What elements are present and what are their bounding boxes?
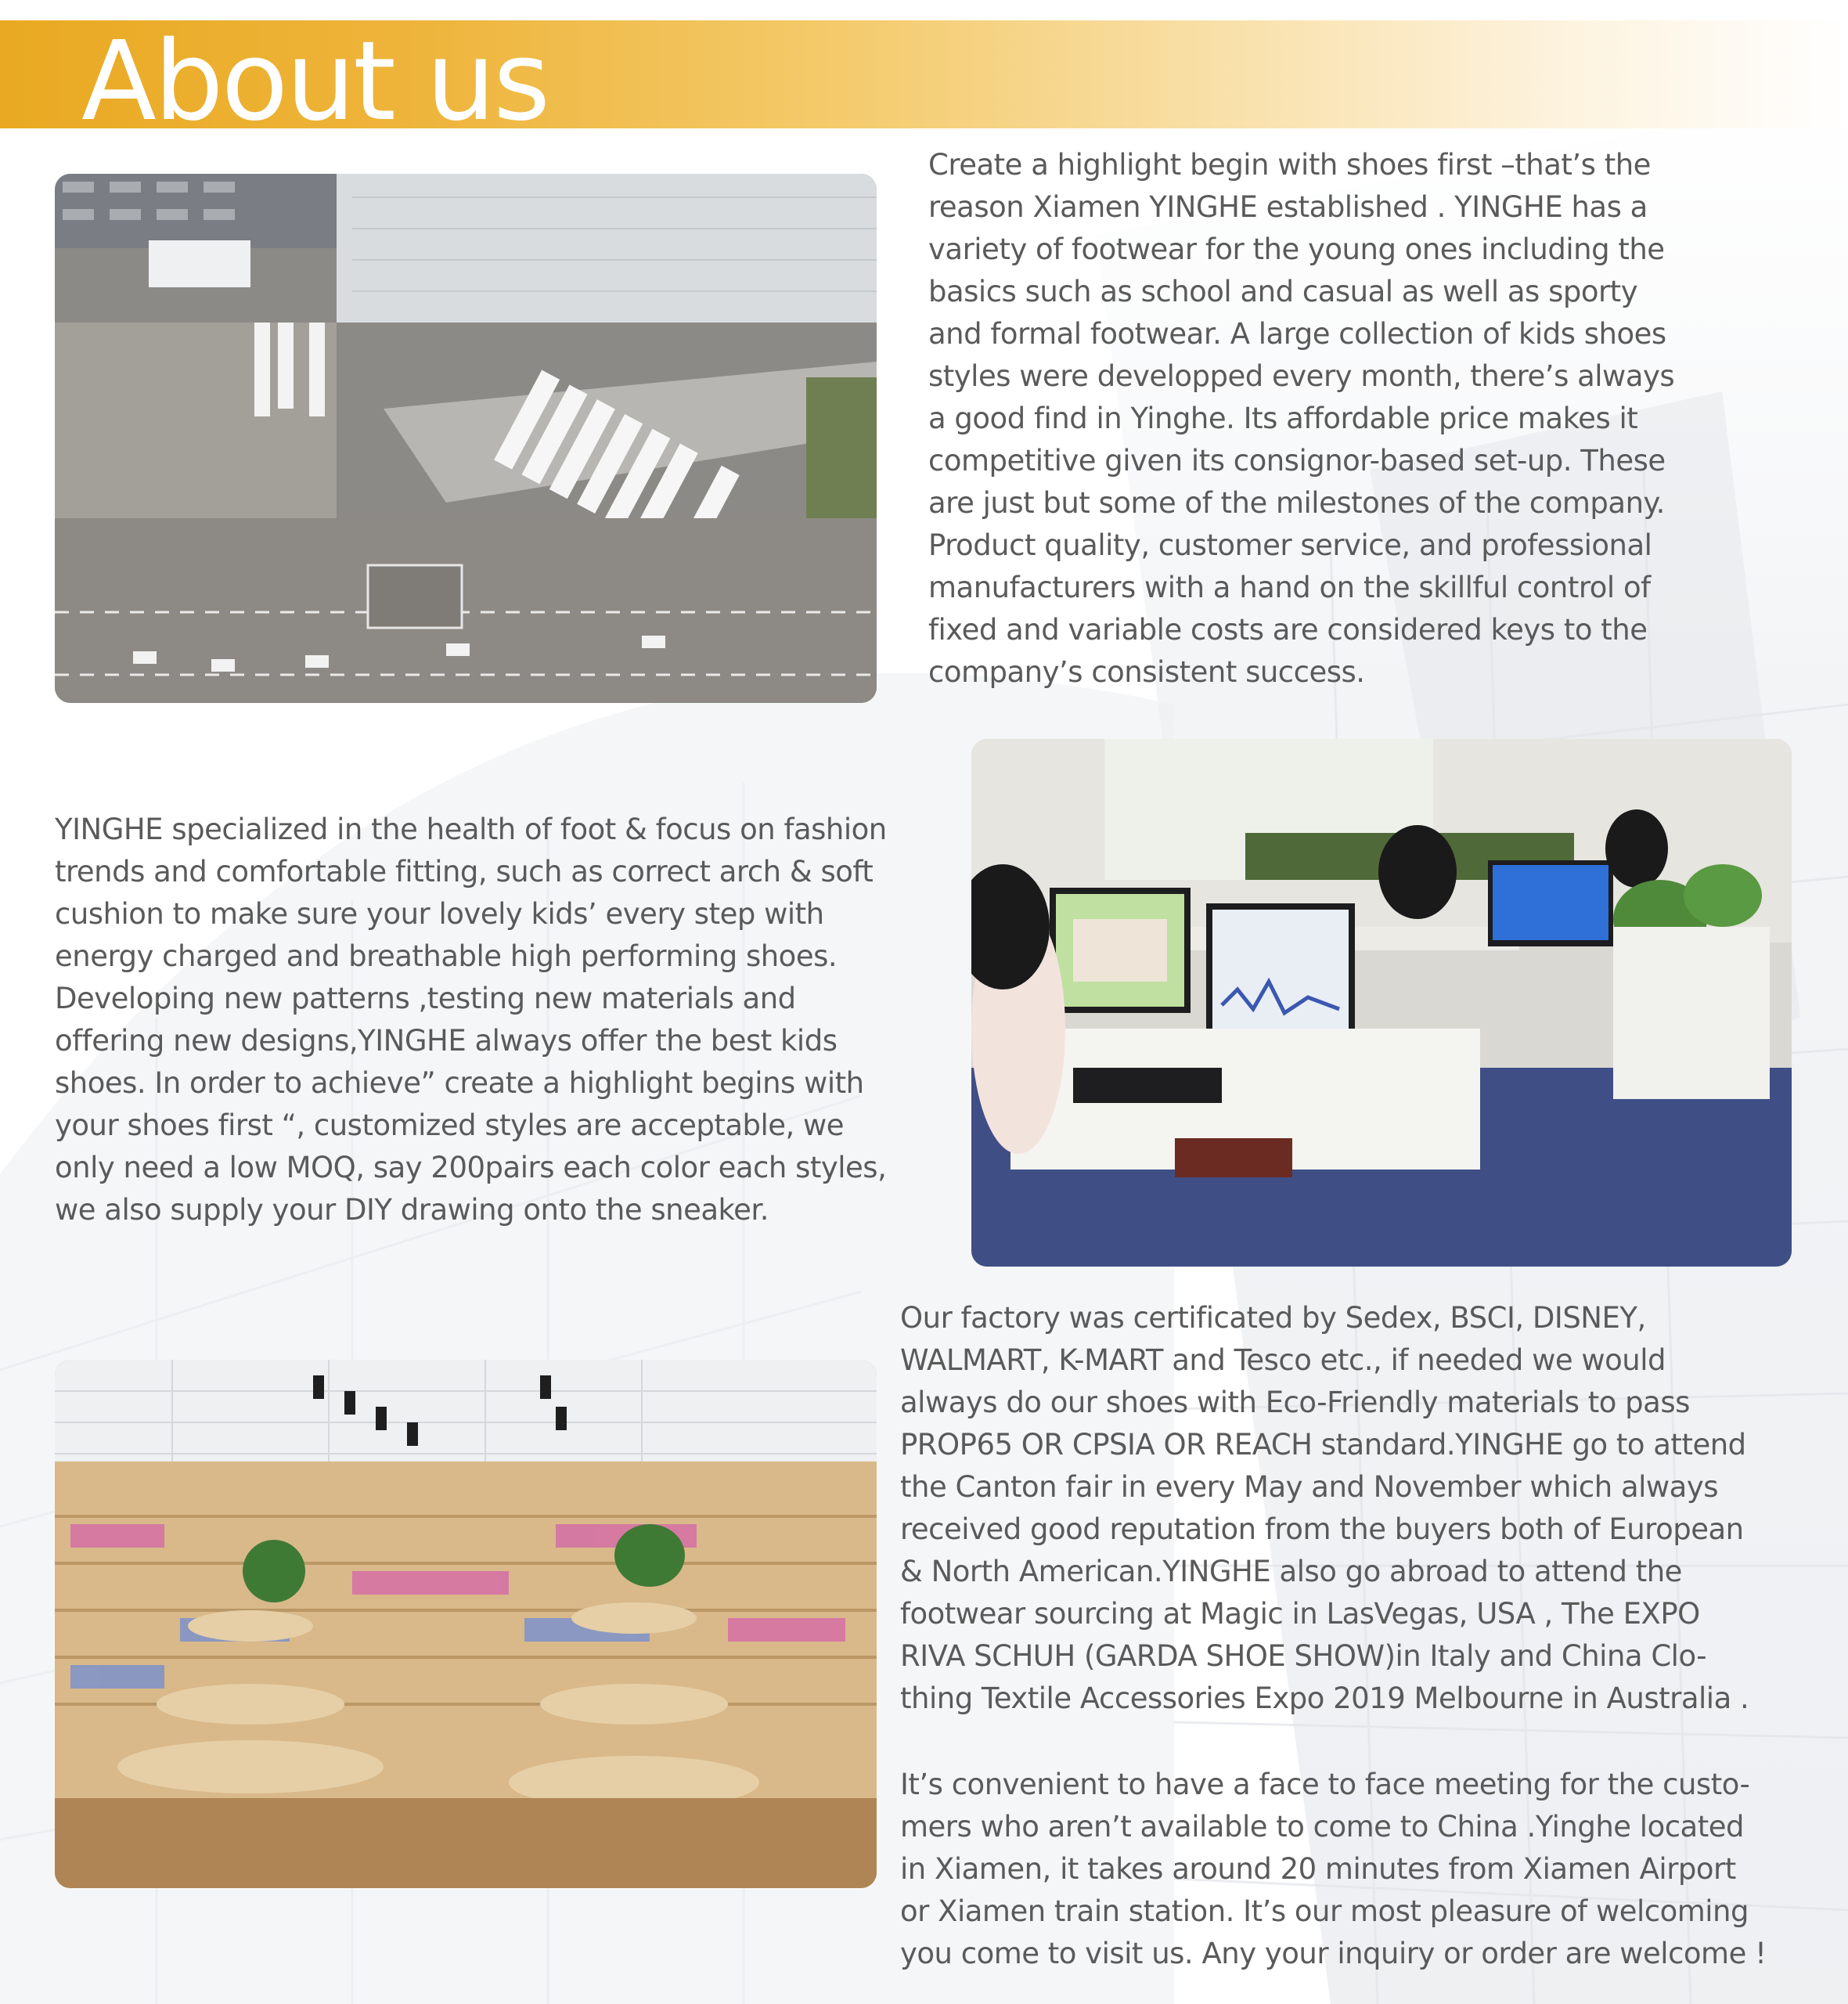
- visit-paragraph: It’s convenient to have a face to face meeting for the custo- mers who aren’t available to come to China .Yinghe located in Xiamen, it takes around 20 minutes from Xiamen Airport or Xiamen train station. It’s our most pleasure of welcoming you come to visit us. Any your inquiry or order are welcome !: [900, 1768, 1767, 1970]
- certification-paragraph: Our factory was certificated by Sedex, BSCI, DISNEY, WALMART, K-MART and Tesco etc., if needed we would always do our shoes with Eco-Friendly materials to pass PROP65 OR CPSIA OR REACH standard.YINGHE go to attend the Canton fair in every May and November which always received good reputation from the buyers both of European & North American.YINGHE also go abroad to attend the footwear sourcing at Magic in LasVegas, USA , The EXPO RIVA SCHUH (GARDA SHOE SHOW)in Italy and China Clo- thing Textile Accessories Expo 2019 Melbourne in Australia .: [900, 1301, 1749, 1715]
- office-workers-photo: [971, 739, 1792, 1267]
- intro-paragraph: Create a highlight begin with shoes first –that’s the reason Xiamen YINGHE established . YINGHE has a variety of footwear for the young ones including the basics such as school and casual as well as sporty and formal footwear. A large collection of kids shoes styles were developped every month, there’s always a good find in Yinghe. Its affordable price makes it competitive given its consignor-based set-up. These are just but some of the milestones of the company. Product quality, customer service, and professional manufacturers with a hand on the skillful control of fixed and variable costs are considered keys to the company’s consistent success.: [928, 148, 1675, 689]
- shoe-showroom-photo: [55, 1360, 877, 1888]
- shoe-showroom-image: [55, 1360, 877, 1888]
- header-banner: [0, 18, 1848, 146]
- office-workers-image: [971, 739, 1792, 1267]
- aerial-factory-photo: [55, 174, 877, 703]
- page-title: About us: [81, 18, 549, 146]
- health-paragraph: YINGHE specialized in the health of foot & focus on fashion trends and comfortable fitting, such as correct arch & soft cushion to make sure your lovely kids’ every step with energy charged and breathable high performing shoes. Developing new patterns ,testing new materials and offering new designs,YINGHE always offer the best kids shoes. In order to achieve” create a highlight begins with your shoes first “, customized styles are acceptable, we only need a low MOQ, say 200pairs each color each styles, we also supply your DIY drawing onto the sneaker.: [55, 813, 887, 1227]
- aerial-factory-image: [55, 174, 877, 703]
